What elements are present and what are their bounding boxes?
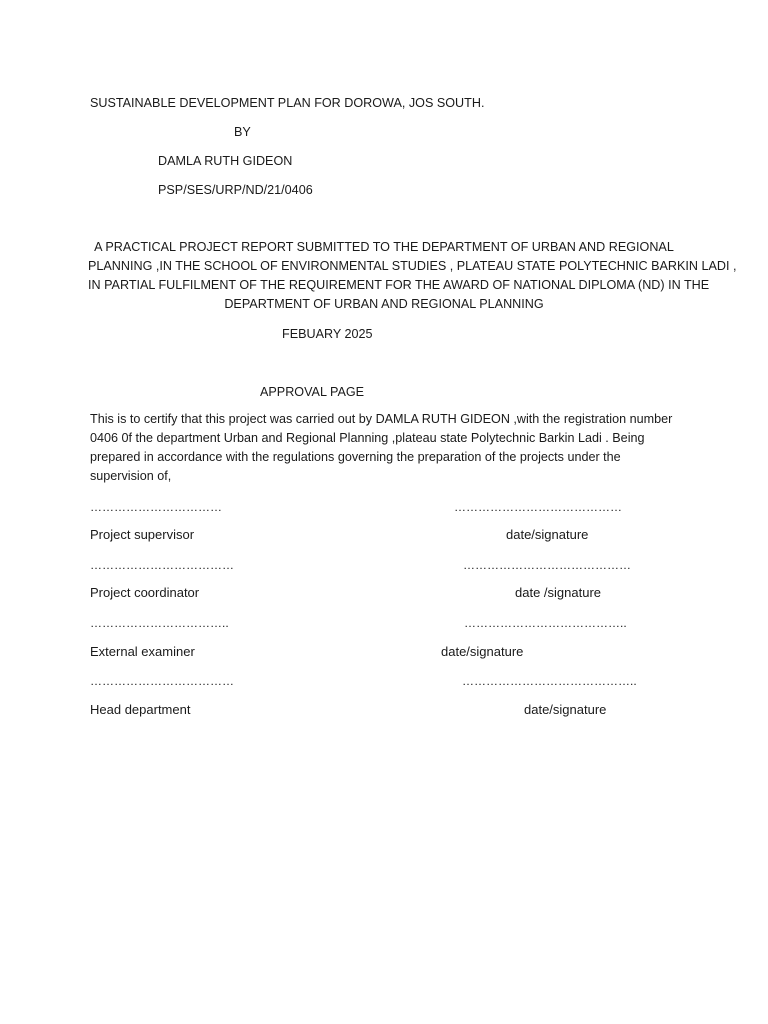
supervisor-date-line: …………………………………… xyxy=(454,500,622,514)
head-date-line: …………………………………….. xyxy=(462,674,637,688)
approval-page-heading: APPROVAL PAGE xyxy=(260,385,365,399)
project-title: SUSTAINABLE DEVELOPMENT PLAN FOR DOROWA, JOS SOUTH. xyxy=(90,96,485,110)
certification-line: prepared in accordance with the regulations governing the preparation of the projects under the xyxy=(90,450,621,464)
head-signature-line: ……………………………… xyxy=(90,674,234,688)
certification-paragraph xyxy=(90,410,690,486)
external-examiner-label: External examiner xyxy=(90,644,195,659)
submission-statement xyxy=(88,238,737,314)
submission-date: FEBUARY 2025 xyxy=(282,327,373,341)
examiner-signature-line: …………………………….. xyxy=(90,616,229,630)
coordinator-signature-line: ……………………………… xyxy=(90,558,234,572)
supervisor-date-signature-label: date/signature xyxy=(506,527,589,542)
supervisor-signature-line: …………………………… xyxy=(90,500,222,514)
project-coordinator-label: Project coordinator xyxy=(90,585,200,600)
submission-line: A PRACTICAL PROJECT REPORT SUBMITTED TO THE DEPARTMENT OF URBAN AND REGIONAL xyxy=(94,240,674,254)
certification-line: 0406 0f the department Urban and Regional Planning ,plateau state Polytechnic Barkin Ladi . Being xyxy=(90,431,645,445)
certification-line: supervision of, xyxy=(90,469,172,483)
submission-line: DEPARTMENT OF URBAN AND REGIONAL PLANNING xyxy=(224,297,544,311)
submission-line: IN PARTIAL FULFILMENT OF THE REQUIREMENT FOR THE AWARD OF NATIONAL DIPLOMA (ND) IN THE xyxy=(88,278,710,292)
by-label: BY xyxy=(234,125,251,139)
certification-line: This is to certify that this project was carried out by DAMLA RUTH GIDEON ,with the registration number xyxy=(90,412,673,426)
registration-number: PSP/SES/URP/ND/21/0406 xyxy=(158,183,313,197)
project-supervisor-label: Project supervisor xyxy=(90,527,195,542)
head-date-signature-label: date/signature xyxy=(524,702,607,717)
author-name: DAMLA RUTH GIDEON xyxy=(158,154,293,168)
coordinator-date-line: …………………………………… xyxy=(463,558,631,572)
examiner-date-signature-label: date/signature xyxy=(441,644,524,659)
submission-line: PLANNING ,IN THE SCHOOL OF ENVIRONMENTAL STUDIES , PLATEAU STATE POLYTECHNIC BARKIN LADI , xyxy=(88,259,737,273)
examiner-date-line: ………………………………….. xyxy=(464,616,627,630)
head-department-label: Head department xyxy=(90,702,191,717)
coordinator-date-signature-label: date /signature xyxy=(515,585,602,600)
